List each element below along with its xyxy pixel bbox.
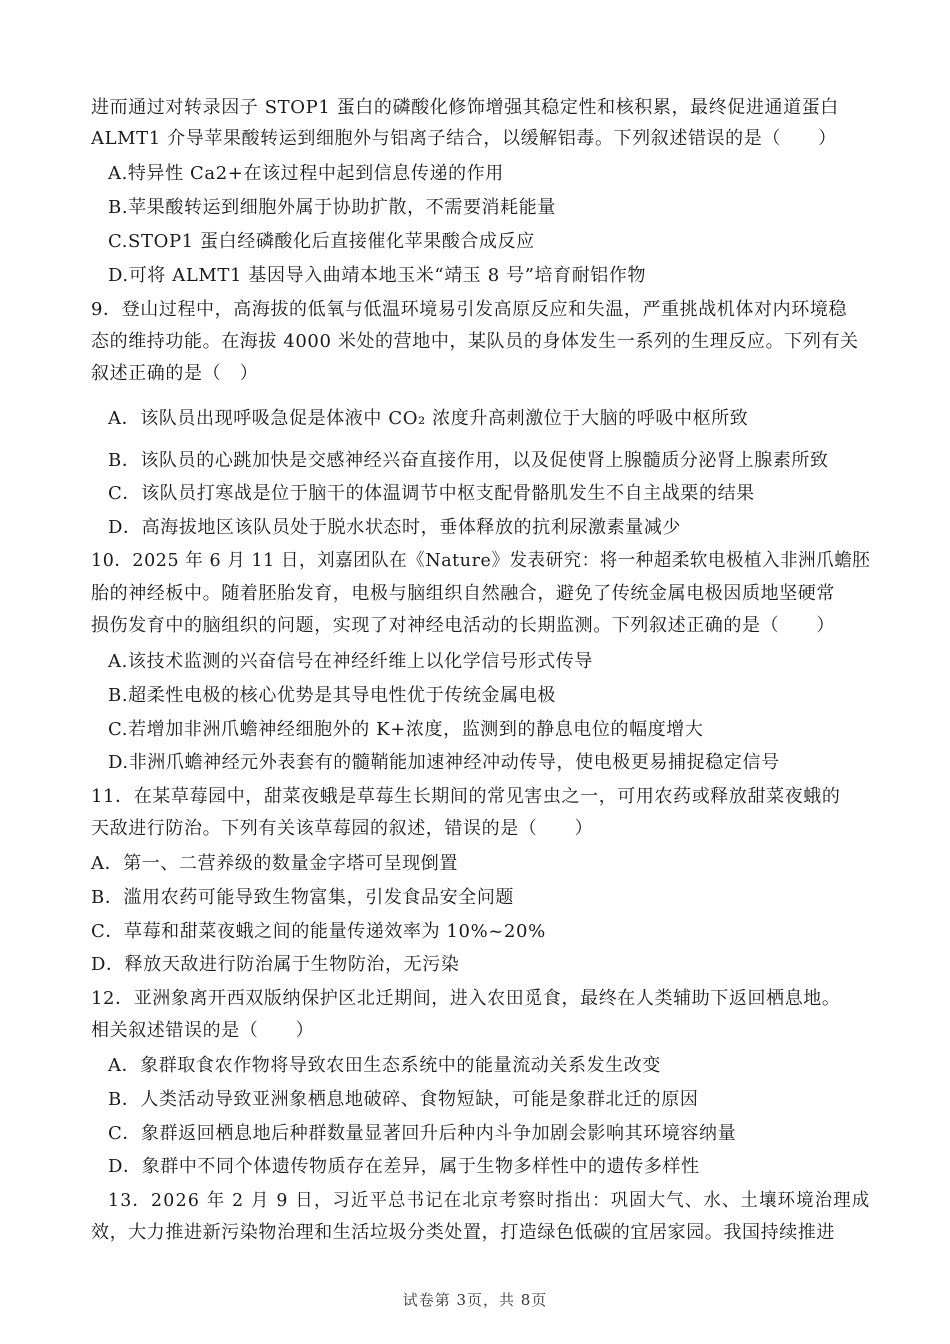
q10-option-c: C.若增加非洲爪蟾神经细胞外的 K+浓度，监测到的静息电位的幅度增大 [108, 719, 704, 740]
q8-option-c: C.STOP1 蛋白经磷酸化后直接催化苹果酸合成反应 [108, 231, 535, 252]
q8-option-b: B.苹果酸转运到细胞外属于协助扩散，不需要消耗能量 [108, 197, 556, 218]
q11-option-d: D．释放天敌进行防治属于生物防治，无污染 [91, 954, 460, 975]
q13-stem-line-2: 效，大力推进新污染物治理和生活垃圾分类处置，打造绿色低碳的宜居家园。我国持续推进 [91, 1222, 835, 1243]
q12-option-a: A．象群取食农作物将导致农田生态系统中的能量流动关系发生改变 [108, 1055, 661, 1076]
q9-stem-line-3: 叙述正确的是（ ） [91, 363, 259, 384]
q13-stem-line-1: 13．2026 年 2 月 9 日，习近平总书记在北京考察时指出：巩固大气、水、土壤环境治理成 [108, 1190, 871, 1211]
q8-option-a: A.特异性 Ca2+在该过程中起到信息传递的作用 [108, 163, 504, 184]
q9-option-a: A．该队员出现呼吸急促是体液中 CO₂ 浓度升高刺激位于大脑的呼吸中枢所致 [108, 408, 749, 429]
q11-option-c: C．草莓和甜菜夜蛾之间的能量传递效率为 10%~20% [91, 921, 546, 942]
q12-stem-line-2: 相关叙述错误的是（ ） [91, 1020, 315, 1041]
q9-option-d: D．高海拔地区该队员处于脱水状态时，垂体释放的抗利尿激素量减少 [108, 517, 682, 538]
q11-stem-line-1: 11．在某草莓园中，甜菜夜蛾是草莓生长期间的常见害虫之一，可用农药或释放甜菜夜蛾的 [91, 786, 841, 807]
q12-option-b: B．人类活动导致亚洲象栖息地破碎、食物短缺，可能是象群北迁的原因 [108, 1089, 699, 1110]
q10-option-d: D.非洲爪蟾神经元外表套有的髓鞘能加速神经冲动传导，使电极更易捕捉稳定信号 [108, 752, 780, 773]
q10-stem-line-3: 损伤发育中的脑组织的问题，实现了对神经电活动的长期监测。下列叙述正确的是（ ） [91, 615, 835, 636]
q8-stem-line-1: 进而通过对转录因子 STOP1 蛋白的磷酸化修饰增强其稳定性和核积累，最终促进通道蛋白 [91, 97, 839, 118]
q11-option-a: A．第一、二营养级的数量金字塔可呈现倒置 [91, 853, 458, 874]
page-footer: 试卷第 3页，共 8页 [402, 1291, 548, 1309]
q9-option-b: B．该队员的心跳加快是交感神经兴奋直接作用，以及促使肾上腺髓质分泌肾上腺素所致 [108, 450, 829, 471]
q10-stem-line-2: 胎的神经板中。随着胚胎发育，电极与脑组织自然融合，避免了传统金属电极因质地坚硬常 [91, 583, 835, 604]
q12-stem-line-1: 12．亚洲象离开西双版纳保护区北迁期间，进入农田觅食，最终在人类辅助下返回栖息地。 [91, 988, 841, 1009]
q11-option-b: B．滥用农药可能导致生物富集，引发食品安全问题 [91, 887, 515, 908]
q8-option-d: D.可将 ALMT1 基因导入曲靖本地玉米“靖玉 8 号”培育耐铝作物 [108, 265, 647, 286]
q10-stem-line-1: 10．2025 年 6 月 11 日，刘嘉团队在《Nature》发表研究：将一种超柔软电极植入非洲爪蟾胚 [91, 550, 871, 571]
q10-option-a: A.该技术监测的兴奋信号在神经纤维上以化学信号形式传导 [108, 651, 593, 672]
q11-stem-line-2: 天敌进行防治。下列有关该草莓园的叙述，错误的是（ ） [91, 818, 594, 839]
q8-stem-line-2: ALMT1 介导苹果酸转运到细胞外与铝离子结合，以缓解铝毒。下列叙述错误的是（ ） [91, 128, 837, 149]
q9-stem-line-1: 9．登山过程中，高海拔的低氧与低温环境易引发高原反应和失温，严重挑战机体对内环境稳 [91, 299, 848, 320]
q12-option-c: C．象群返回栖息地后种群数量显著回升后种内斗争加剧会影响其环境容纳量 [108, 1123, 737, 1144]
q9-option-c: C．该队员打寒战是位于脑干的体温调节中枢支配骨骼肌发生不自主战栗的结果 [108, 483, 755, 504]
q9-stem-line-2: 态的维持功能。在海拔 4000 米处的营地中，某队员的身体发生一系列的生理反应。下列有关 [91, 331, 859, 352]
q12-option-d: D．象群中不同个体遗传物质存在差异，属于生物多样性中的遗传多样性 [108, 1156, 700, 1177]
q10-option-b: B.超柔性电极的核心优势是其导电性优于传统金属电极 [108, 685, 556, 706]
